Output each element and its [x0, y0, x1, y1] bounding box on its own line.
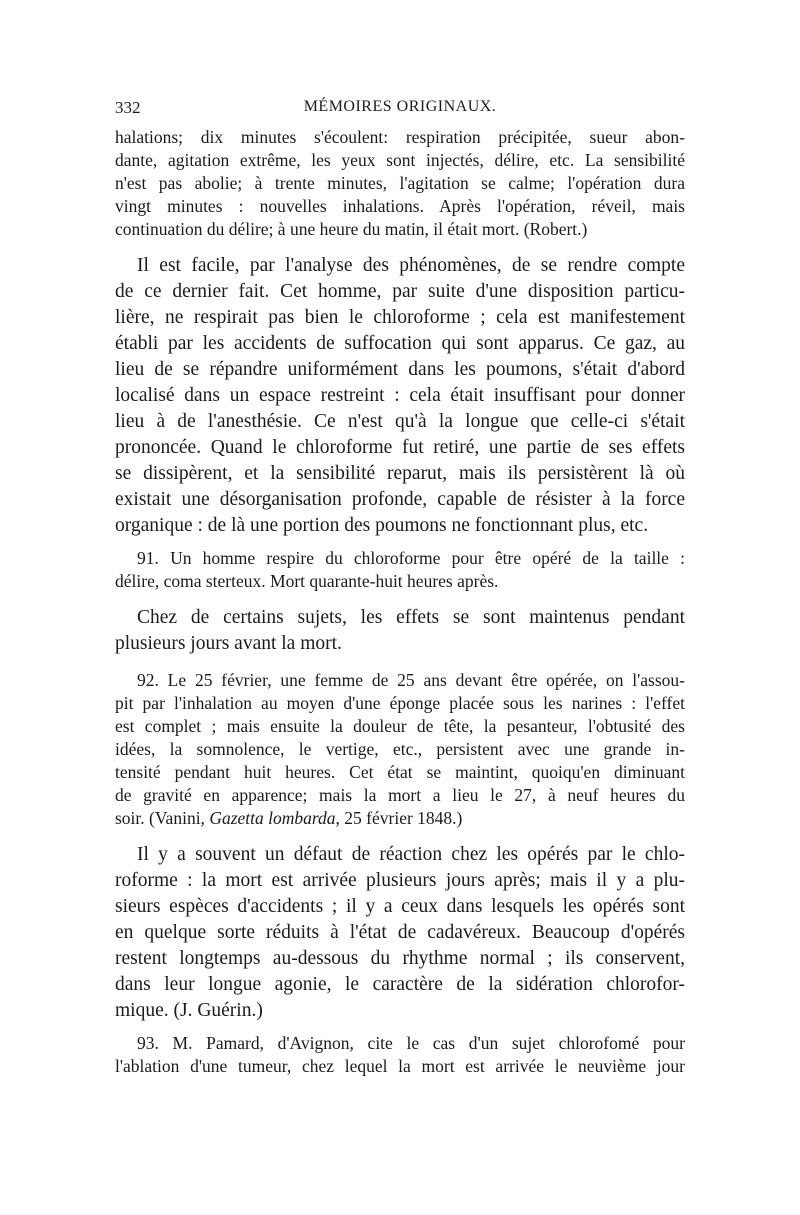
text-line: établi par les accidents de suffocation qui sont apparus. Ce gaz, au	[115, 333, 685, 354]
text-line: sieurs espèces d'accidents ; il y a ceux dans lesquels les opérés sont	[115, 896, 685, 917]
text-line: 93. M. Pamard, d'Avignon, cite le cas d'un sujet chlorofomé pour	[137, 1033, 685, 1053]
text-line: 92. Le 25 février, une femme de 25 ans devant être opérée, on l'assou-	[137, 670, 685, 690]
text-line: roforme : la mort est arrivée plusieurs jours après; mais il y a plu-	[115, 870, 685, 891]
paragraph-certain-subjects	[115, 605, 685, 657]
text-line: pit par l'inhalation au moyen d'une éponge placée sous les narines : l'effet	[115, 693, 685, 713]
paragraph-case-91	[115, 547, 685, 593]
text-line: continuation du délire; à une heure du matin, il était mort. (Robert.)	[115, 219, 588, 239]
paragraph-case-92	[115, 669, 685, 830]
text-line: délire, coma sterteux. Mort quarante-huit heures après.	[115, 571, 499, 591]
text-line: idées, la somnolence, le vertige, etc., persistent avec une grande in-	[115, 739, 685, 759]
text-line: plusieurs jours avant la mort.	[115, 633, 342, 654]
running-head: MÉMOIRES ORIGINAUX.	[303, 98, 497, 115]
paragraph-analysis	[115, 253, 685, 539]
text-line: de gravité en apparence; mais la mort a lieu le 27, à neuf heures du	[115, 785, 685, 805]
citation-prefix: soir. (Vanini,	[115, 808, 210, 828]
text-line: lière, ne respirait pas bien le chloroforme ; cela est manifestement	[115, 307, 685, 328]
text-line: mique. (J. Guérin.)	[115, 1000, 263, 1021]
text-line: localisé dans un espace restreint : cela était insuffisant pour donner	[115, 385, 685, 406]
text-line: Chez de certains sujets, les effets se sont maintenus pendant	[137, 607, 685, 628]
body-text	[115, 126, 685, 1078]
text-line: lieu de se répandre uniformément dans les poumons, s'était d'abord	[115, 359, 685, 380]
text-line: n'est pas abolie; à trente minutes, l'agitation se calme; l'opération dura	[115, 173, 685, 193]
text-line: dante, agitation extrême, les yeux sont injectés, délire, etc. La sensibilité	[115, 150, 685, 170]
text-line: lieu à de l'anesthésie. Ce n'est qu'à la longue que celle-ci s'était	[115, 411, 685, 432]
text-line: en quelque sorte réduits à l'état de cadavéreux. Beaucoup d'opérés	[115, 922, 685, 943]
text-line: restent longtemps au-dessous du rhythme normal ; ils conservent,	[115, 948, 685, 969]
text-line: organique : de là une portion des poumons ne fonctionnant plus, etc.	[115, 515, 649, 536]
page-header	[115, 98, 685, 124]
text-line: l'ablation d'une tumeur, chez lequel la mort est arrivée le neuvième jour	[115, 1056, 685, 1076]
text-line: dans leur longue agonie, le caractère de la sidération chlorofor-	[115, 974, 685, 995]
paragraph-reaction-defect	[115, 842, 685, 1024]
text-line: halations; dix minutes s'écoulent: respiration précipitée, sueur abon-	[115, 127, 685, 147]
text-line	[115, 807, 685, 830]
text-line: Il y a souvent un défaut de réaction chez les opérés par le chlo-	[137, 844, 685, 865]
journal-title: Gazetta lombarda	[209, 808, 336, 828]
text-line: se dissipèrent, et la sensibilité reparut, mais ils persistèrent là où	[115, 463, 685, 484]
citation-suffix: , 25 février 1848.)	[335, 808, 463, 828]
text-line: tensité pendant huit heures. Cet état se maintint, quoiqu'en diminuant	[115, 762, 685, 782]
paragraph-case-93	[115, 1032, 685, 1078]
text-line: de ce dernier fait. Cet homme, par suite d'une disposition particu-	[115, 281, 685, 302]
text-line: prononcée. Quand le chloroforme fut retiré, une partie de ses effets	[115, 437, 685, 458]
text-line: existait une désorganisation profonde, capable de résister à la force	[115, 489, 685, 510]
text-line: est complet ; mais ensuite la douleur de tête, la pesanteur, l'obtusité des	[115, 716, 685, 736]
paragraph-case-robert	[115, 126, 685, 241]
text-line: 91. Un homme respire du chloroforme pour être opéré de la taille :	[137, 548, 685, 568]
page-number: 332	[115, 98, 141, 117]
text-line: Il est facile, par l'analyse des phénomènes, de se rendre compte	[137, 255, 685, 276]
text-line: vingt minutes : nouvelles inhalations. Après l'opération, réveil, mais	[115, 196, 685, 216]
